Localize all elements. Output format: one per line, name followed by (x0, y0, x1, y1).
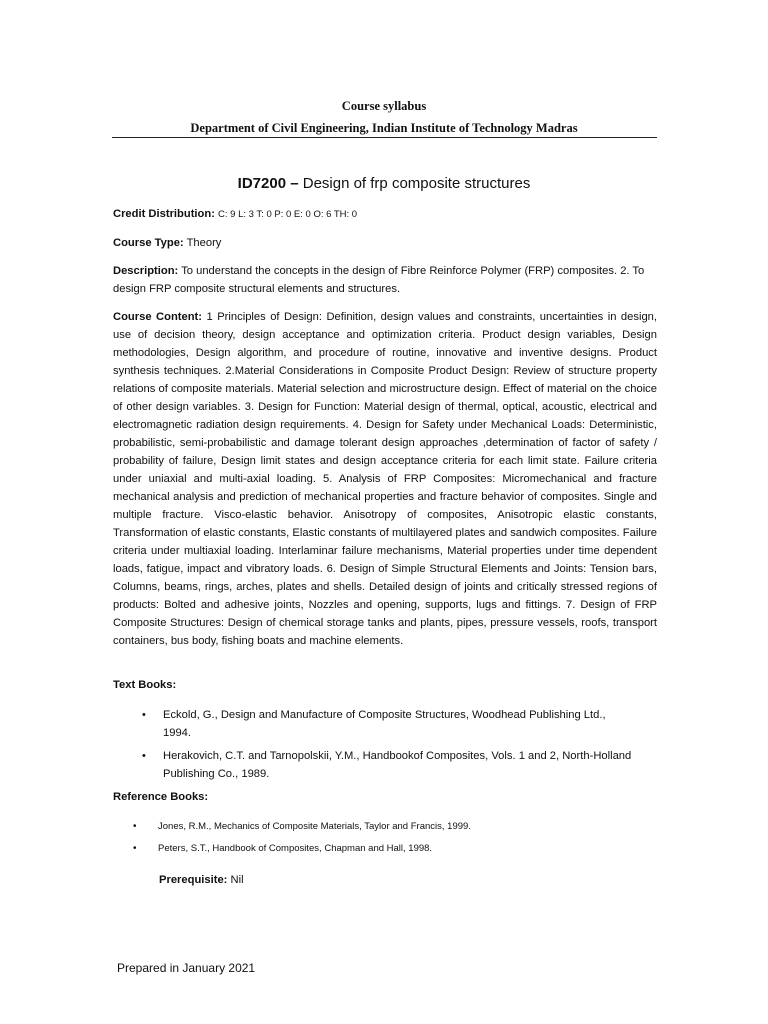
reference-book-entry: Peters, S.T., Handbook of Composites, Chapman and Hall, 1998. (158, 843, 433, 854)
course-content (113, 308, 657, 650)
course-type (113, 234, 657, 252)
text-books-heading (113, 676, 657, 694)
reference-books-heading (113, 788, 657, 806)
course-code: ID7200 – (237, 175, 299, 192)
credit-distribution (113, 205, 657, 224)
course-type-value: Theory (186, 237, 222, 249)
description (113, 262, 657, 298)
text-books-list (113, 706, 633, 788)
text-book-entry: Eckold, G., Design and Manufacture of Composite Structures, Woodhead Publishing Ltd., 1994. (163, 709, 606, 739)
reference-book-entry: Jones, R.M., Mechanics of Composite Materials, Taylor and Francis, 1999. (158, 821, 471, 832)
description-text: To understand the concepts in the design of Fibre Reinforce Polymer (FRP) composites. 2. To design FRP composite structural elements and structures. (113, 265, 645, 295)
doc-header-department: Department of Civil Engineering, Indian Institute of Technology Madras (190, 121, 578, 135)
course-title (0, 175, 768, 192)
course-content-label: Course Content: (113, 311, 203, 323)
course-type-label: Course Type: (113, 237, 184, 249)
prerequisite-value: Nil (230, 874, 244, 886)
reference-books-label: Reference Books: (113, 791, 209, 803)
doc-header-title: Course syllabus (341, 99, 427, 113)
credit-value: C: 9 L: 3 T: 0 P: 0 E: 0 O: 6 TH: 0 (218, 209, 358, 220)
course-content-text: 1 Principles of Design: Definition, design values and constraints, uncertainties in design, use of decision theory, design acceptance and optimization criteria. Product design variables, Design methodologies, Design algorithm, and procedure of routine, innovative and inventive designs. Product synthesis techniques. 2.Material Considerations in Composite Product Design: Review of structure property relations of composite materials. Material selection and microstructure design. Effect of material on the choice of other design variables. 3. Design for Function: Material design of thermal, optical, acoustic, electrical and electromagnetic radiation design requirements. 4. Design for Safety under Mechanical Loads: Deterministic, probabilistic, semi-probabilistic and damage tolerant design approaches ,determination of factor of safety / probability of failure, Design limit states and design acceptance criteria for each limit state. Failure criteria under uniaxial and multi-axial loading. 5. Analysis of FRP Composites: Micromechanical and fracture mechanical analysis and prediction of mechanical properties and fracture behavior of composites. Single and multiple fracture. Visco-elastic behavior. Anisotropy of composites, Anisotropic elastic constants, Transformation of elastic constants, Elastic constants of multilayered plates and sandwich composites. Failure criteria under multiaxial loading. Interlaminar failure mechanisms, Material properties under time dependent loads, fatigue, impact and vibratory loads. 6. Design of Simple Structural Elements and Joints: Tension bars, Columns, beams, rings, arches, plates and shells. Detailed design of joints and critically stressed regions of products: Bolted and adhesive joints, Nozzles and opening, supports, lugs and fittings. 7. Design of FRP Composite Structures: Design of chemical storage tanks and plants, pipes, pressure vessels, roofs, transport containers, bus body, fishing boats and machine elements. (113, 311, 657, 647)
list-item (113, 820, 657, 834)
course-name: Design of frp composite structures (298, 175, 531, 192)
bullet-icon: • (133, 843, 137, 854)
header-divider (112, 137, 657, 138)
description-label: Description: (113, 265, 179, 277)
bullet-icon: • (133, 821, 137, 832)
list-item (113, 747, 633, 783)
bullet-icon: • (142, 709, 146, 721)
reference-books-list (113, 820, 657, 864)
credit-label: Credit Distribution: (113, 208, 215, 220)
prerequisite-label: Prerequisite: (159, 874, 228, 886)
text-books-label: Text Books: (113, 679, 177, 691)
prepared-date: Prepared in January 2021 (117, 961, 256, 975)
list-item (113, 842, 657, 856)
text-book-entry: Herakovich, C.T. and Tarnopolskii, Y.M., Handbookof Composites, Vols. 1 and 2, North-Holland Publishing Co., 1989. (163, 750, 632, 780)
bullet-icon: • (142, 750, 146, 762)
list-item (113, 706, 633, 742)
prerequisite (159, 871, 559, 889)
